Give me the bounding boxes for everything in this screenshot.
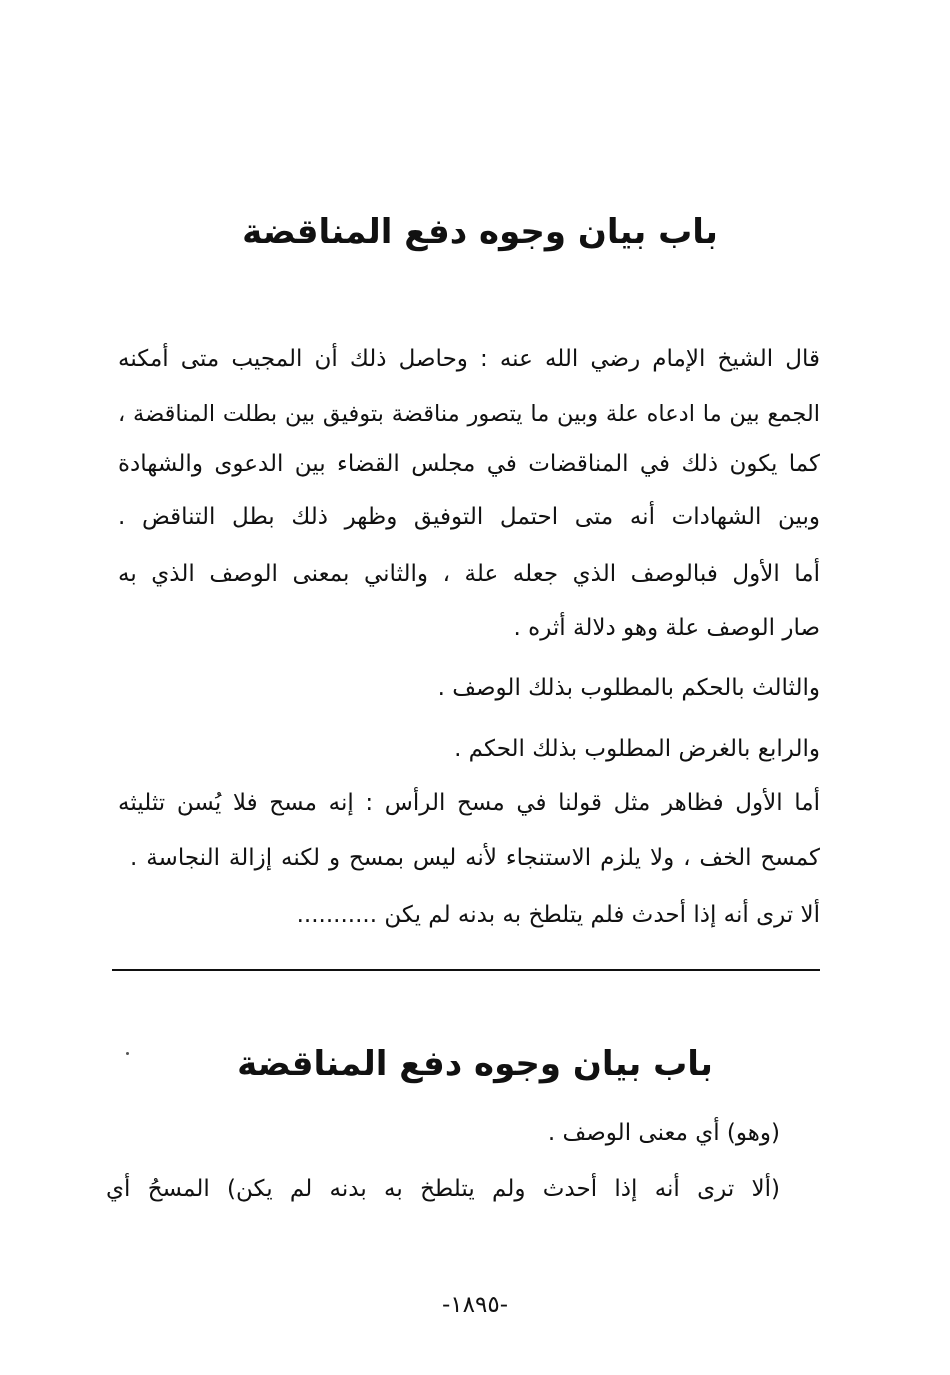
text-line: كما يكون ذلك في المناقضات في مجلس القضاء بين الدعوى والشهادة — [118, 451, 820, 477]
text-line: كمسح الخف ، ولا يلزم الاستنجاء لأنه ليس بمسح و لكنه إزالة النجاسة . — [130, 845, 820, 871]
commentary-line: (وهو) أي معنى الوصف . — [547, 1120, 780, 1146]
footnote-separator-rule — [112, 969, 820, 971]
text-line: الجمع بين ما ادعاه علة وبين ما يتصور مناقضة بتوفيق بين بطلت المناقضة ، — [118, 401, 820, 427]
text-line: ألا ترى أنه إذا أحدث فلم يتلطخ به بدنه لم يكن ........... — [296, 902, 820, 928]
section-title-top: باب بيان وجوه دفع المناقضة — [242, 212, 718, 252]
text-line: أما الأول فبالوصف الذي جعله علة ، والثاني بمعنى الوصف الذي به — [118, 561, 820, 587]
text-line: والثالث بالحكم بالمطلوب بذلك الوصف . — [437, 675, 820, 701]
text-line: والرابع بالغرض المطلوب بذلك الحكم . — [454, 736, 820, 762]
page-number: -١٨٩٥- — [441, 1292, 509, 1318]
commentary-line: (ألا ترى أنه إذا أحدث ولم يتلطخ به بدنه لم يكن) المسحُ أي — [106, 1176, 780, 1202]
section-title-bottom: باب بيان وجوه دفع المناقضة — [237, 1044, 713, 1084]
text-line: أما الأول فظاهر مثل قولنا في مسح الرأس : إنه مسح فلا يُسن تثليثه — [118, 790, 820, 816]
text-line: وبين الشهادات أنه متى احتمل التوفيق وظهر ذلك بطل التناقض . — [118, 504, 820, 530]
text-line: صار الوصف علة وهو دلالة أثره . — [513, 615, 820, 641]
text-line: قال الشيخ الإمام رضي الله عنه : وحاصل ذلك أن المجيب متى أمكنه — [118, 346, 820, 372]
